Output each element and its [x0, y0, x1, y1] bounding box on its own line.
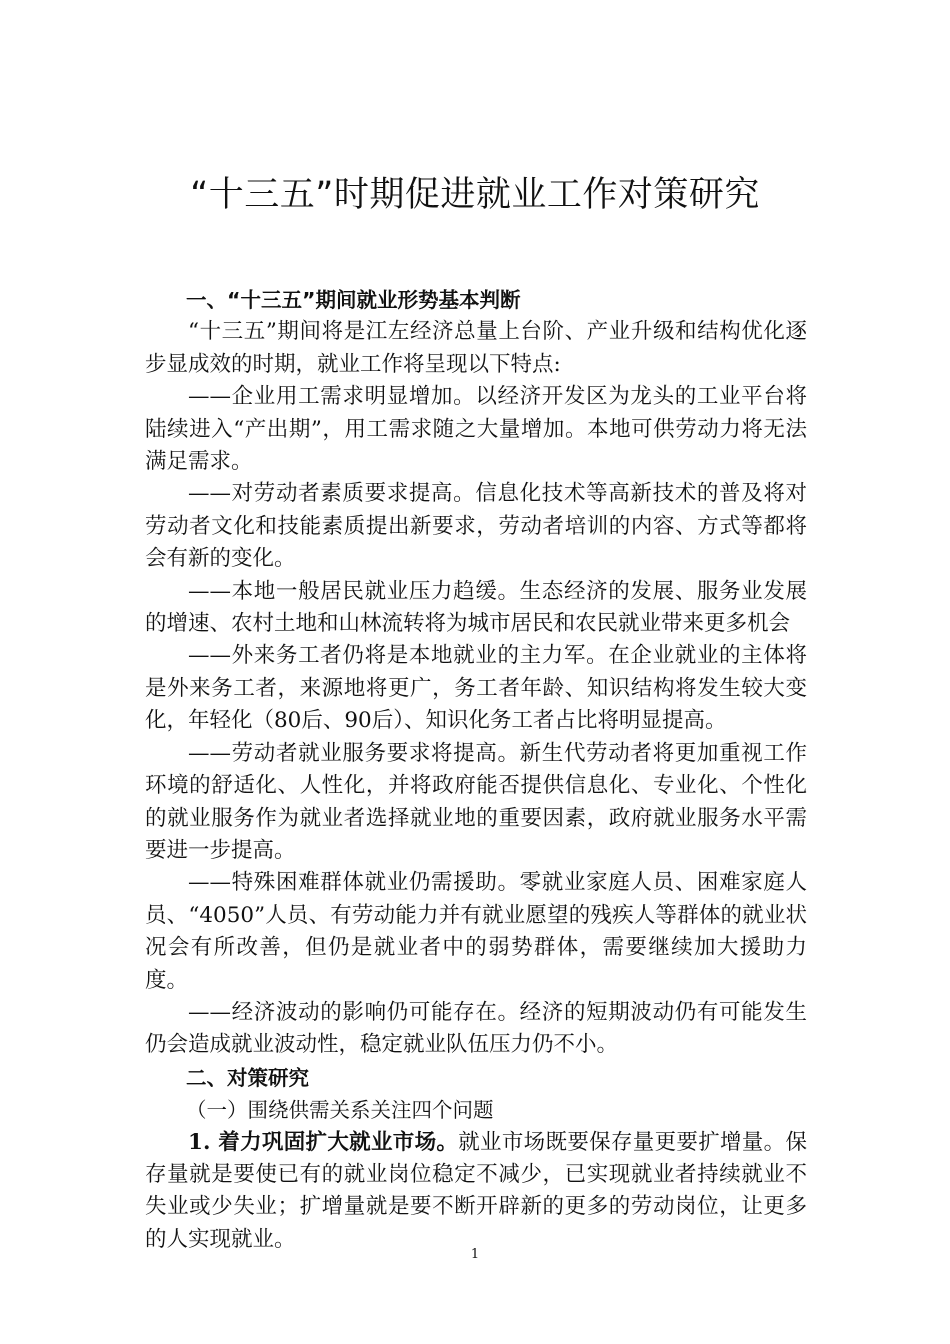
paragraph: ——本地一般居民就业压力趋缓。生态经济的发展、服务业发展的增速、农村土地和山林流转将为城市居民和农民就业带来更多机会: [145, 578, 807, 637]
section-heading: 一、“十三五”期间就业形势基本判断: [186, 288, 521, 312]
paragraph: ——外来务工者仍将是本地就业的主力军。在企业就业的主体将是外来务工者，来源地将更广，务工者年龄、知识结构将发生较大变化，年轻化（80后、90后）、知识化务工者占比将明显提高。: [145, 643, 807, 734]
paragraph: ——劳动者就业服务要求将提高。新生代劳动者将更加重视工作环境的舒适化、人性化，并将政府能否提供信息化、专业化、个性化的就业服务作为就业者选择就业地的重要因素，政府就业服务水平需要进一步提高。: [145, 740, 807, 863]
document-body: [145, 284, 807, 1256]
point-text: 就业市场既要保存量更要扩增量。保存量就是要使已有的就业岗位稳定不减少，已实现就业者持续就业不失业或少失业；扩增量就是要不断开辟新的更多的劳动岗位，让更多的人实现就业。: [145, 1129, 807, 1252]
paragraph: ——特殊困难群体就业仍需援助。零就业家庭人员、困难家庭人员、“4050”人员、有劳动能力并有就业愿望的残疾人等群体的就业状况会有所改善，但仍是就业者中的弱势群体，需要继续加大援助力度。: [145, 870, 807, 993]
paragraph: [145, 1127, 807, 1257]
section-heading: 二、对策研究: [186, 1065, 309, 1090]
document-title: “十三五”时期促进就业工作对策研究: [190, 175, 760, 215]
subsection-heading: （一）围绕供需关系关注四个问题: [186, 1098, 494, 1123]
paragraph: ——对劳动者素质要求提高。信息化技术等高新技术的普及将对劳动者文化和技能素质提出新要求，劳动者培训的内容、方式等都将会有新的变化。: [145, 481, 807, 572]
page-number: 1: [470, 1247, 480, 1262]
paragraph: ——企业用工需求明显增加。以经济开发区为龙头的工业平台将陆续进入“产出期”，用工需求随之大量增加。本地可供劳动力将无法满足需求。: [145, 384, 807, 475]
point-lead: 1. 着力巩固扩大就业市场。: [188, 1129, 459, 1155]
paragraph: ——经济波动的影响仍可能存在。经济的短期波动仍有可能发生仍会造成就业波动性，稳定就业队伍压力仍不小。: [145, 999, 807, 1058]
paragraph: “十三五”期间将是江左经济总量上台阶、产业升级和结构优化逐步显成效的时期，就业工作将呈现以下特点:: [145, 319, 807, 377]
